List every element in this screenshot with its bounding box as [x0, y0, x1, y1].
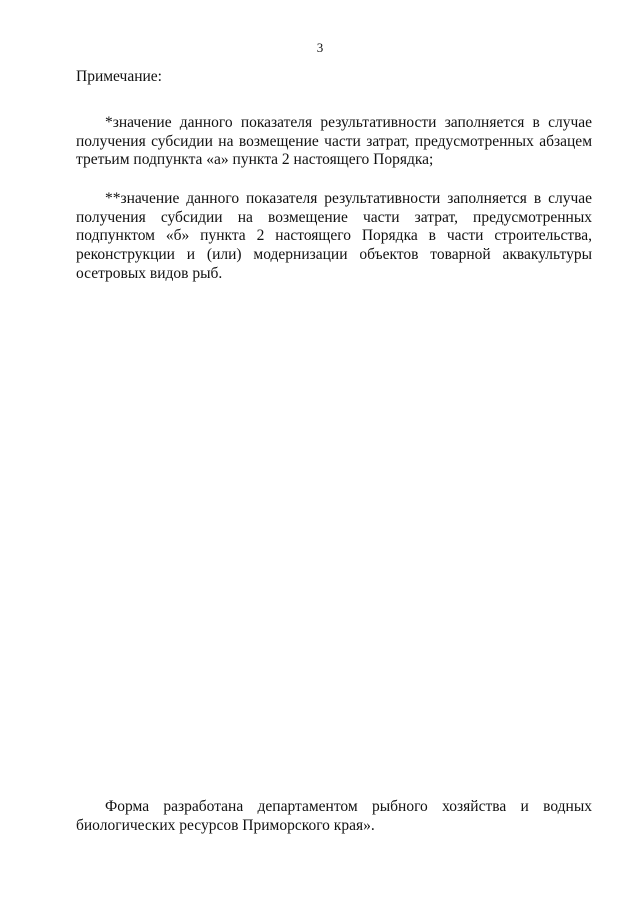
note-heading: Примечание: — [76, 68, 162, 85]
footnote-double-asterisk: **значение данного показателя результативности заполняется в случае получения субсидии на возмещение части затрат, предусмотренных подпунктом «б» пункта 2 настоящего Порядка в части строительства, реконструкции и (или) модернизации объектов товарной аквакультуры осетровых видов рыб. — [76, 190, 592, 282]
footnote-single-asterisk: *значение данного показателя результативности заполняется в случае получения субсидии на возмещение части затрат, предусмотренных абзацем третьим подпункта «а» пункта 2 настоящего Порядка; — [76, 114, 592, 169]
page-number: 3 — [316, 40, 324, 55]
form-developer-note: Форма разработана департаментом рыбного хозяйства и водных биологических ресурсов Приморского края». — [76, 798, 592, 834]
